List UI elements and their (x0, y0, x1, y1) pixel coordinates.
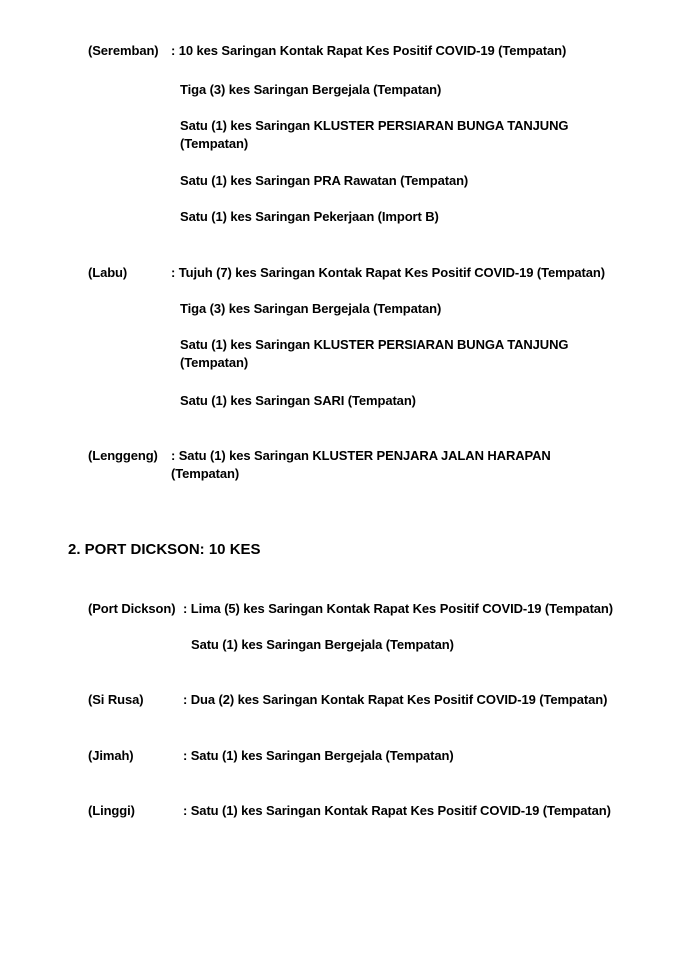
case-line-seremban-1: : 10 kes Saringan Kontak Rapat Kes Positif COVID-19 (Tempatan) (171, 43, 567, 58)
case-line-seremban-2: Tiga (3) kes Saringan Bergejala (Tempatan) (180, 82, 442, 97)
area-label-jimah: (Jimah) (88, 748, 134, 763)
area-label-si-rusa: (Si Rusa) (88, 692, 144, 707)
area-label-lenggeng: (Lenggeng) (88, 448, 158, 463)
case-line-lenggeng-1: : Satu (1) kes Saringan KLUSTER PENJARA JALAN HARAPAN (Tempatan) (171, 448, 551, 481)
case-line-seremban-3: Satu (1) kes Saringan KLUSTER PERSIARAN BUNGA TANJUNG (Tempatan) (180, 118, 569, 151)
area-label-seremban: (Seremban) (88, 43, 159, 58)
case-line-seremban-5: Satu (1) kes Saringan Pekerjaan (Import B) (180, 209, 439, 224)
case-line-port-dickson-2: Satu (1) kes Saringan Bergejala (Tempatan) (191, 637, 454, 652)
case-line-jimah-1: : Satu (1) kes Saringan Bergejala (Tempatan) (183, 748, 454, 763)
case-line-seremban-4: Satu (1) kes Saringan PRA Rawatan (Tempatan) (180, 173, 469, 188)
case-line-labu-1: : Tujuh (7) kes Saringan Kontak Rapat Kes Positif COVID-19 (Tempatan) (171, 265, 605, 280)
case-line-linggi-1: : Satu (1) kes Saringan Kontak Rapat Kes Positif COVID-19 (Tempatan) (183, 803, 611, 818)
area-label-labu: (Labu) (88, 265, 128, 280)
case-line-labu-3: Satu (1) kes Saringan KLUSTER PERSIARAN BUNGA TANJUNG (Tempatan) (180, 337, 569, 370)
case-line-labu-4: Satu (1) kes Saringan SARI (Tempatan) (180, 393, 416, 408)
area-label-linggi: (Linggi) (88, 803, 135, 818)
section-heading-port-dickson: 2. PORT DICKSON: 10 KES (68, 541, 261, 558)
area-label-port-dickson: (Port Dickson) (88, 601, 176, 616)
case-line-si-rusa-1: : Dua (2) kes Saringan Kontak Rapat Kes Positif COVID-19 (Tempatan) (183, 692, 608, 707)
case-line-labu-2: Tiga (3) kes Saringan Bergejala (Tempatan) (180, 301, 442, 316)
case-line-port-dickson-1: : Lima (5) kes Saringan Kontak Rapat Kes Positif COVID-19 (Tempatan) (183, 601, 613, 616)
